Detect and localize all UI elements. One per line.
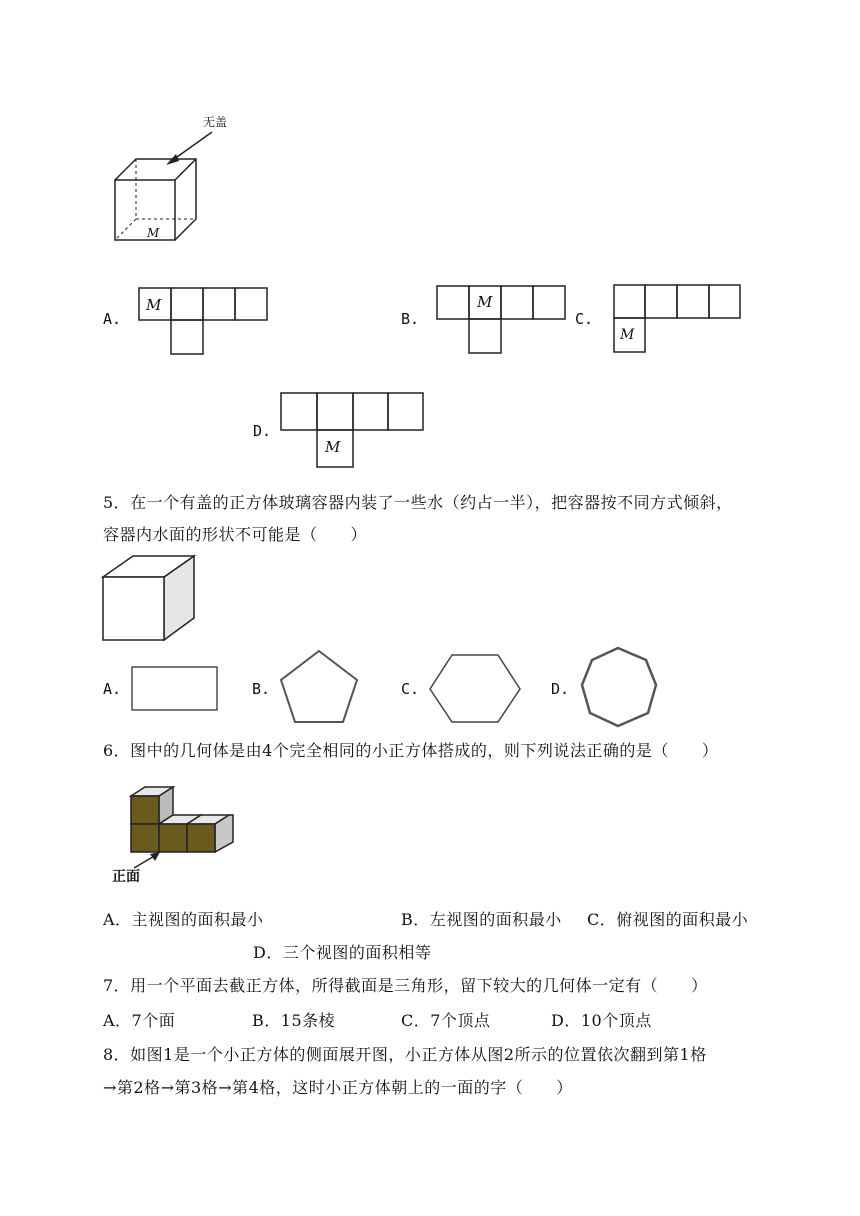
q5-option-b-label: B. bbox=[252, 680, 271, 698]
q7-option-c: C．7个顶点 bbox=[401, 1011, 491, 1030]
q5-stem-line1: 5．在一个有盖的正方体玻璃容器内装了一些水（约占一半），把容器按不同方式倾斜， bbox=[103, 493, 733, 512]
q8-stem-line1: 8．如图1是一个小正方体的侧面展开图，小正方体从图2所示的位置依次翻到第1格 bbox=[103, 1045, 707, 1064]
q4-option-d-label: D. bbox=[253, 422, 272, 440]
q7-stem: 7．用一个平面去截正方体，所得截面是三角形，留下较大的几何体一定有（ ） bbox=[103, 976, 708, 995]
q5-stem-line2: 容器内水面的形状不可能是（ ） bbox=[103, 525, 368, 544]
q4-option-c-label: C. bbox=[575, 310, 594, 328]
q5-option-a-label: A. bbox=[103, 680, 122, 698]
q6-option-d: D．三个视图的面积相等 bbox=[253, 943, 432, 962]
q7-option-b: B．15条棱 bbox=[252, 1011, 336, 1030]
q7-option-a: A．7个面 bbox=[103, 1011, 176, 1030]
q7-option-d: D．10个顶点 bbox=[551, 1011, 652, 1030]
q4-option-a-label: A. bbox=[103, 310, 122, 328]
q5-option-d-label: D. bbox=[551, 680, 570, 698]
net-c-letter: M bbox=[620, 327, 635, 343]
q6-stem: 6．图中的几何体是由4个完全相同的小正方体搭成的，则下列说法正确的是（ ） bbox=[103, 741, 719, 760]
net-a-letter: M bbox=[146, 296, 162, 314]
q8-stem-line2: →第2格→第3格→第4格，这时小正方体朝上的一面的字（ ） bbox=[103, 1078, 573, 1097]
net-d-letter: M bbox=[325, 438, 341, 456]
q6-option-b: B．左视图的面积最小 bbox=[401, 910, 562, 929]
q4-option-b-label: B. bbox=[401, 310, 420, 328]
cube-face-letter: M bbox=[147, 226, 160, 240]
net-b-letter: M bbox=[477, 293, 493, 311]
front-view-label: 正面 bbox=[112, 869, 140, 885]
q6-option-c: C．俯视图的面积最小 bbox=[587, 910, 749, 929]
no-lid-label: 无盖 bbox=[203, 115, 228, 129]
q6-option-a: A．主视图的面积最小 bbox=[103, 910, 264, 929]
q5-option-c-label: C. bbox=[401, 680, 420, 698]
